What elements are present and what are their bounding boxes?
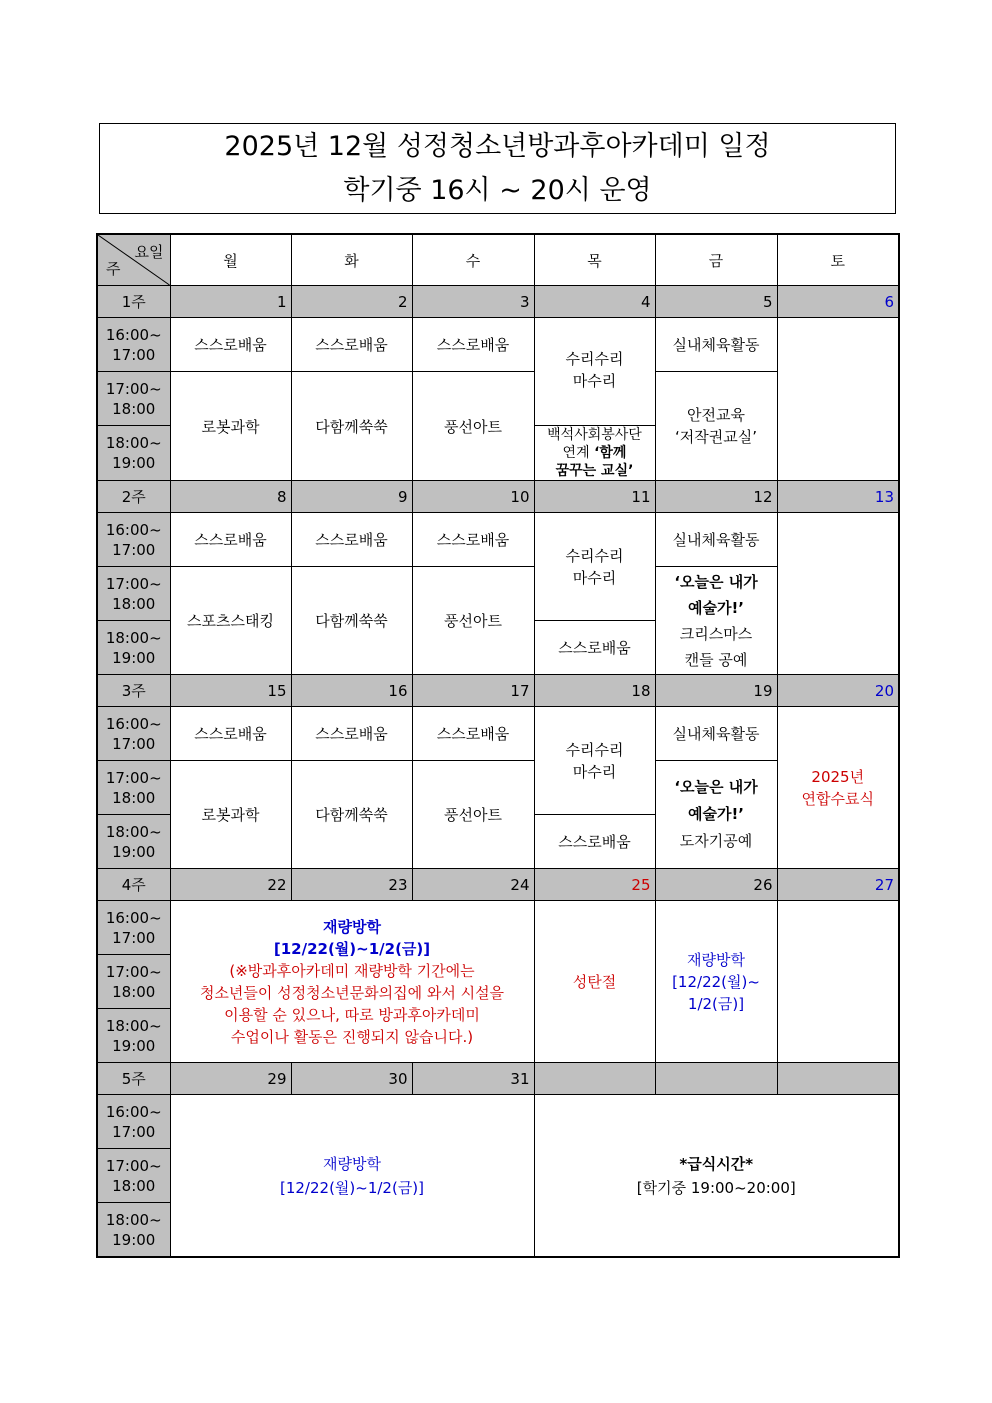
activity-cell: 실내체육활동 [655,513,777,567]
activity-cell: 수리수리 마수리 [534,513,655,621]
date-cell: 19 [655,675,777,707]
time-slot: 18:00~ 19:00 [97,1203,170,1258]
date-cell: 29 [170,1063,291,1095]
time-slot: 17:00~ 18:00 [97,567,170,621]
activity-line [535,444,655,462]
activity-cell: 풍선아트 [412,372,534,481]
activity-line: ‘오늘은 내가 [674,778,758,796]
date-cell-saturday: 6 [777,286,899,318]
meal-info [534,1095,899,1258]
time-slot: 16:00~ 17:00 [97,513,170,567]
date-cell [777,1063,899,1095]
activity-cell: 스포츠스태킹 [170,567,291,675]
activity-cell: 실내체육활동 [655,707,777,761]
activity-line: 크리스마스 [679,624,753,643]
vacation-title: 재량방학 [323,917,381,936]
activity-cell: 스스로배움 [291,318,412,372]
activity-cell: 수리수리 마수리 [534,707,655,815]
week-label: 4주 [97,869,170,901]
date-cell: 26 [655,869,777,901]
vacation-title: 재량방학 [323,1154,381,1173]
vacation-range: [12/22(월)~1/2(금)] [279,1178,425,1197]
date-cell [534,1063,655,1095]
vacation-line: [12/22(월)~ [672,972,760,991]
activity-cell: 스스로배움 [291,707,412,761]
activity-line: ‘오늘은 내가 [674,572,758,591]
date-cell [655,1063,777,1095]
week-label: 1주 [97,286,170,318]
date-cell: 30 [291,1063,412,1095]
activity-cell: 로봇과학 [170,372,291,481]
vacation-note: 청소년들이 성정청소년문화의집에 와서 시설을 [199,983,505,1002]
header-day-tue: 화 [291,234,412,286]
activity-cell: 스스로배움 [170,707,291,761]
date-cell-saturday: 13 [777,481,899,513]
activity-cell: 실내체육활동 [655,318,777,372]
header-day-wed: 수 [412,234,534,286]
activity-cell [534,426,655,481]
date-cell-saturday: 27 [777,869,899,901]
header-corner-week: 주 [106,260,121,278]
header-day-sat: 토 [777,234,899,286]
activity-cell-empty [777,901,899,1063]
activity-cell: 풍선아트 [412,761,534,869]
activity-cell-empty [777,318,899,481]
vacation-note: 수업이나 활동은 진행되지 않습니다.) [230,1027,474,1046]
date-cell: 18 [534,675,655,707]
week-label: 3주 [97,675,170,707]
page-subtitle: 학기중 16시 ~ 20시 운영 [343,175,652,206]
date-cell: 11 [534,481,655,513]
time-slot: 18:00~ 19:00 [97,426,170,481]
activity-cell: 다함께쑥쑥 [291,372,412,481]
header-corner-day: 요일 [134,243,164,261]
activity-line: 도자기공예 [679,832,753,850]
date-cell: 23 [291,869,412,901]
date-cell-saturday: 20 [777,675,899,707]
activity-line: 캔들 공예 [684,650,748,669]
activity-cell: 스스로배움 [534,621,655,675]
week-label: 5주 [97,1063,170,1095]
activity-cell: 로봇과학 [170,761,291,869]
vacation-notice [170,901,534,1063]
time-slot: 16:00~ 17:00 [97,318,170,372]
activity-cell: 스스로배움 [170,513,291,567]
page-title: 2025년 12월 성정청소년방과후아카데미 일정 [224,131,771,162]
activity-line-part: ‘함께 [594,445,627,461]
header-corner [97,234,170,286]
vacation-line: 1/2(금)] [687,994,745,1013]
header-day-thu: 목 [534,234,655,286]
activity-cell: 스스로배움 [412,318,534,372]
schedule-table [96,233,900,1258]
graduation-line: 2025년 [811,767,865,786]
time-slot: 17:00~ 18:00 [97,1149,170,1203]
activity-line: 꿈꾸는 교실’ [555,463,634,479]
activity-cell: 스스로배움 [291,513,412,567]
activity-cell: 다함께쑥쑥 [291,761,412,869]
meal-time: [학기중 19:00~20:00] [636,1178,796,1197]
date-cell: 8 [170,481,291,513]
week-label: 2주 [97,481,170,513]
title-box [99,123,896,214]
activity-line: 예술가!’ [687,805,744,823]
activity-cell: 스스로배움 [412,513,534,567]
date-cell: 2 [291,286,412,318]
time-slot: 18:00~ 19:00 [97,815,170,869]
date-cell: 1 [170,286,291,318]
activity-cell [655,761,777,869]
activity-cell [655,567,777,675]
activity-line: 안전교육 [687,406,745,424]
date-cell: 9 [291,481,412,513]
time-slot: 18:00~ 19:00 [97,1009,170,1063]
christmas-cell: 성탄절 [534,901,655,1063]
vacation-cell [655,901,777,1063]
meal-title: *급식시간* [679,1154,754,1173]
activity-line: 예술가!’ [687,598,744,617]
vacation-line: 재량방학 [687,950,745,969]
header-day-fri: 금 [655,234,777,286]
date-cell: 17 [412,675,534,707]
date-cell: 3 [412,286,534,318]
time-slot: 18:00~ 19:00 [97,621,170,675]
time-slot: 16:00~ 17:00 [97,901,170,955]
time-slot: 16:00~ 17:00 [97,707,170,761]
date-cell: 15 [170,675,291,707]
date-cell-holiday: 25 [534,869,655,901]
activity-cell: 스스로배움 [170,318,291,372]
time-slot: 16:00~ 17:00 [97,1095,170,1149]
activity-cell: 다함께쑥쑥 [291,567,412,675]
header-day-mon: 월 [170,234,291,286]
activity-cell: 스스로배움 [412,707,534,761]
activity-cell-empty [777,513,899,675]
activity-line: ‘저작권교실’ [675,428,757,446]
vacation-notice [170,1095,534,1258]
time-slot: 17:00~ 18:00 [97,955,170,1009]
time-slot: 17:00~ 18:00 [97,761,170,815]
date-cell: 31 [412,1063,534,1095]
activity-line: 백석사회봉사단 [547,427,642,443]
activity-cell [655,372,777,481]
date-cell: 4 [534,286,655,318]
date-cell: 12 [655,481,777,513]
activity-cell: 수리수리 마수리 [534,318,655,426]
vacation-note: (※방과후아카데미 재량방학 기간에는 [229,961,475,980]
date-cell: 5 [655,286,777,318]
vacation-range: [12/22(월)~1/2(금)] [273,939,431,958]
activity-cell: 스스로배움 [534,815,655,869]
graduation-cell [777,707,899,869]
date-cell: 22 [170,869,291,901]
date-cell: 10 [412,481,534,513]
date-cell: 16 [291,675,412,707]
graduation-line: 연합수료식 [801,789,874,808]
activity-line-part: 연계 [562,445,590,461]
vacation-note: 이용할 순 있으나, 따로 방과후아카데미 [224,1005,480,1024]
date-cell: 24 [412,869,534,901]
time-slot: 17:00~ 18:00 [97,372,170,426]
activity-cell: 풍선아트 [412,567,534,675]
